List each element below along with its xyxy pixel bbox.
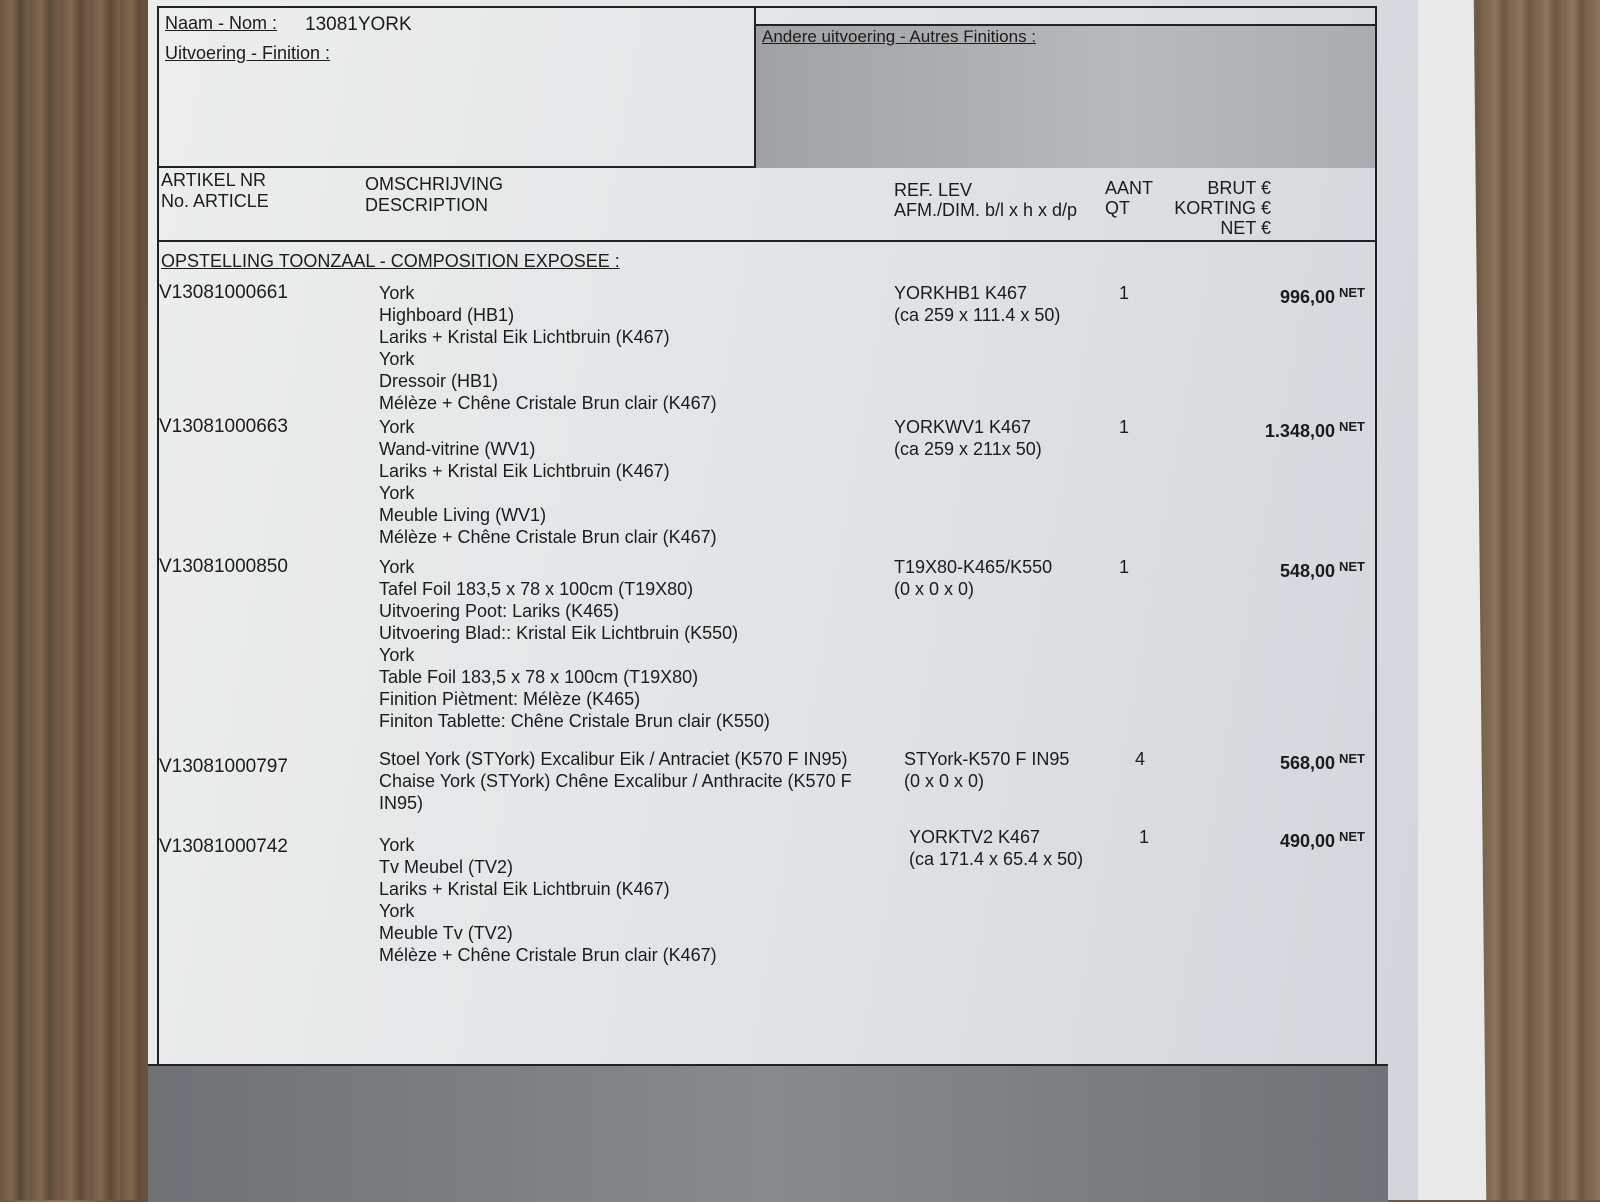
col-desc-fr: DESCRIPTION <box>365 195 489 215</box>
other-finish-box <box>756 24 1375 168</box>
item-ref: STYork-K570 F IN95 (0 x 0 x 0) <box>904 749 1070 791</box>
item-ref: YORKWV1 K467 (ca 259 x 211x 50) <box>894 417 1042 459</box>
item-qty: 1 <box>1118 557 1129 577</box>
name-box <box>159 8 756 166</box>
item-price: 996,00 $^{NET}$ <box>1279 285 1365 307</box>
form-top <box>159 8 1375 168</box>
bottom-band <box>148 1064 1388 1202</box>
col-brut: BRUT € <box>1207 178 1271 198</box>
other-finish-label: Andere uitvoering - Autres Finitions : <box>762 27 1037 46</box>
col-article-fr: No. ARTICLE <box>161 191 269 211</box>
item-qty: 1 <box>1138 827 1149 847</box>
article-number: V13081000797 <box>159 756 288 777</box>
item-price: 490,00 $^{NET}$ <box>1279 829 1365 851</box>
item-price: 548,00 $^{NET}$ <box>1279 559 1365 581</box>
article-number: V13081000661 <box>159 282 288 303</box>
article-number: V13081000663 <box>159 416 288 437</box>
item-description: York Tafel Foil 183,5 x 78 x 100cm (T19X80) Uitvoering Poot: Lariks (K465) Uitvoering Blad:: Kristal Eik Lichtbruin (K550) York Table Foil 183,5 x 78 x 100cm (T19X80) Finition Piètment: Mélèze (K465) Finiton Tablette: Chêne Cristale Brun clair (K550) <box>379 557 770 731</box>
finish-label: Uitvoering - Finition : <box>165 43 331 63</box>
order-form <box>157 6 1377 1066</box>
item-description: York Highboard (HB1) Lariks + Kristal Eik Lichtbruin (K467) York Dressoir (HB1) Mélèze + Chêne Cristale Brun clair (K467) <box>379 283 717 413</box>
item-description: York Tv Meubel (TV2) Lariks + Kristal Eik Lichtbruin (K467) York Meuble Tv (TV2) Mélèze + Chêne Cristale Brun clair (K467) <box>379 835 717 965</box>
name-label: Naam - Nom : <box>165 13 278 33</box>
item-price: 568,00 $^{NET}$ <box>1279 751 1365 773</box>
col-desc-nl: OMSCHRIJVING <box>365 174 504 194</box>
col-korting: KORTING € <box>1174 198 1271 218</box>
col-qty-nl: AANT <box>1105 178 1154 198</box>
item-ref: YORKHB1 K467 (ca 259 x 111.4 x 50) <box>894 283 1061 325</box>
item-qty: 1 <box>1118 283 1129 303</box>
col-article-nl: ARTIKEL NR <box>161 170 267 190</box>
wood-background-left <box>0 0 140 1200</box>
item-description: Stoel York (STYork) Excalibur Eik / Antraciet (K570 F IN95) Chaise York (STYork) Chêne Excalibur / Anthracite (K570 F IN95) <box>379 749 852 813</box>
item-price: 1.348,00 $^{NET}$ <box>1264 419 1365 441</box>
item-ref: YORKTV2 K467 (ca 171.4 x 65.4 x 50) <box>909 827 1084 869</box>
item-qty: 4 <box>1134 749 1145 769</box>
item-qty: 1 <box>1118 417 1129 437</box>
col-ref: REF. LEV <box>894 180 973 200</box>
col-net: NET € <box>1220 218 1271 238</box>
column-header <box>159 166 1375 242</box>
article-number: V13081000742 <box>159 836 288 857</box>
article-number: V13081000850 <box>159 556 288 577</box>
col-dim: AFM./DIM. b/l x h x d/p <box>894 200 1078 220</box>
name-value: 13081YORK <box>305 14 412 35</box>
item-ref: T19X80-K465/K550 (0 x 0 x 0) <box>894 557 1053 599</box>
section-title: OPSTELLING TOONZAAL - COMPOSITION EXPOSEE : <box>161 251 620 271</box>
item-description: York Wand-vitrine (WV1) Lariks + Kristal Eik Lichtbruin (K467) York Meuble Living (WV1) Mélèze + Chêne Cristale Brun clair (K467) <box>379 417 717 547</box>
col-qty-fr: QT <box>1105 198 1130 218</box>
